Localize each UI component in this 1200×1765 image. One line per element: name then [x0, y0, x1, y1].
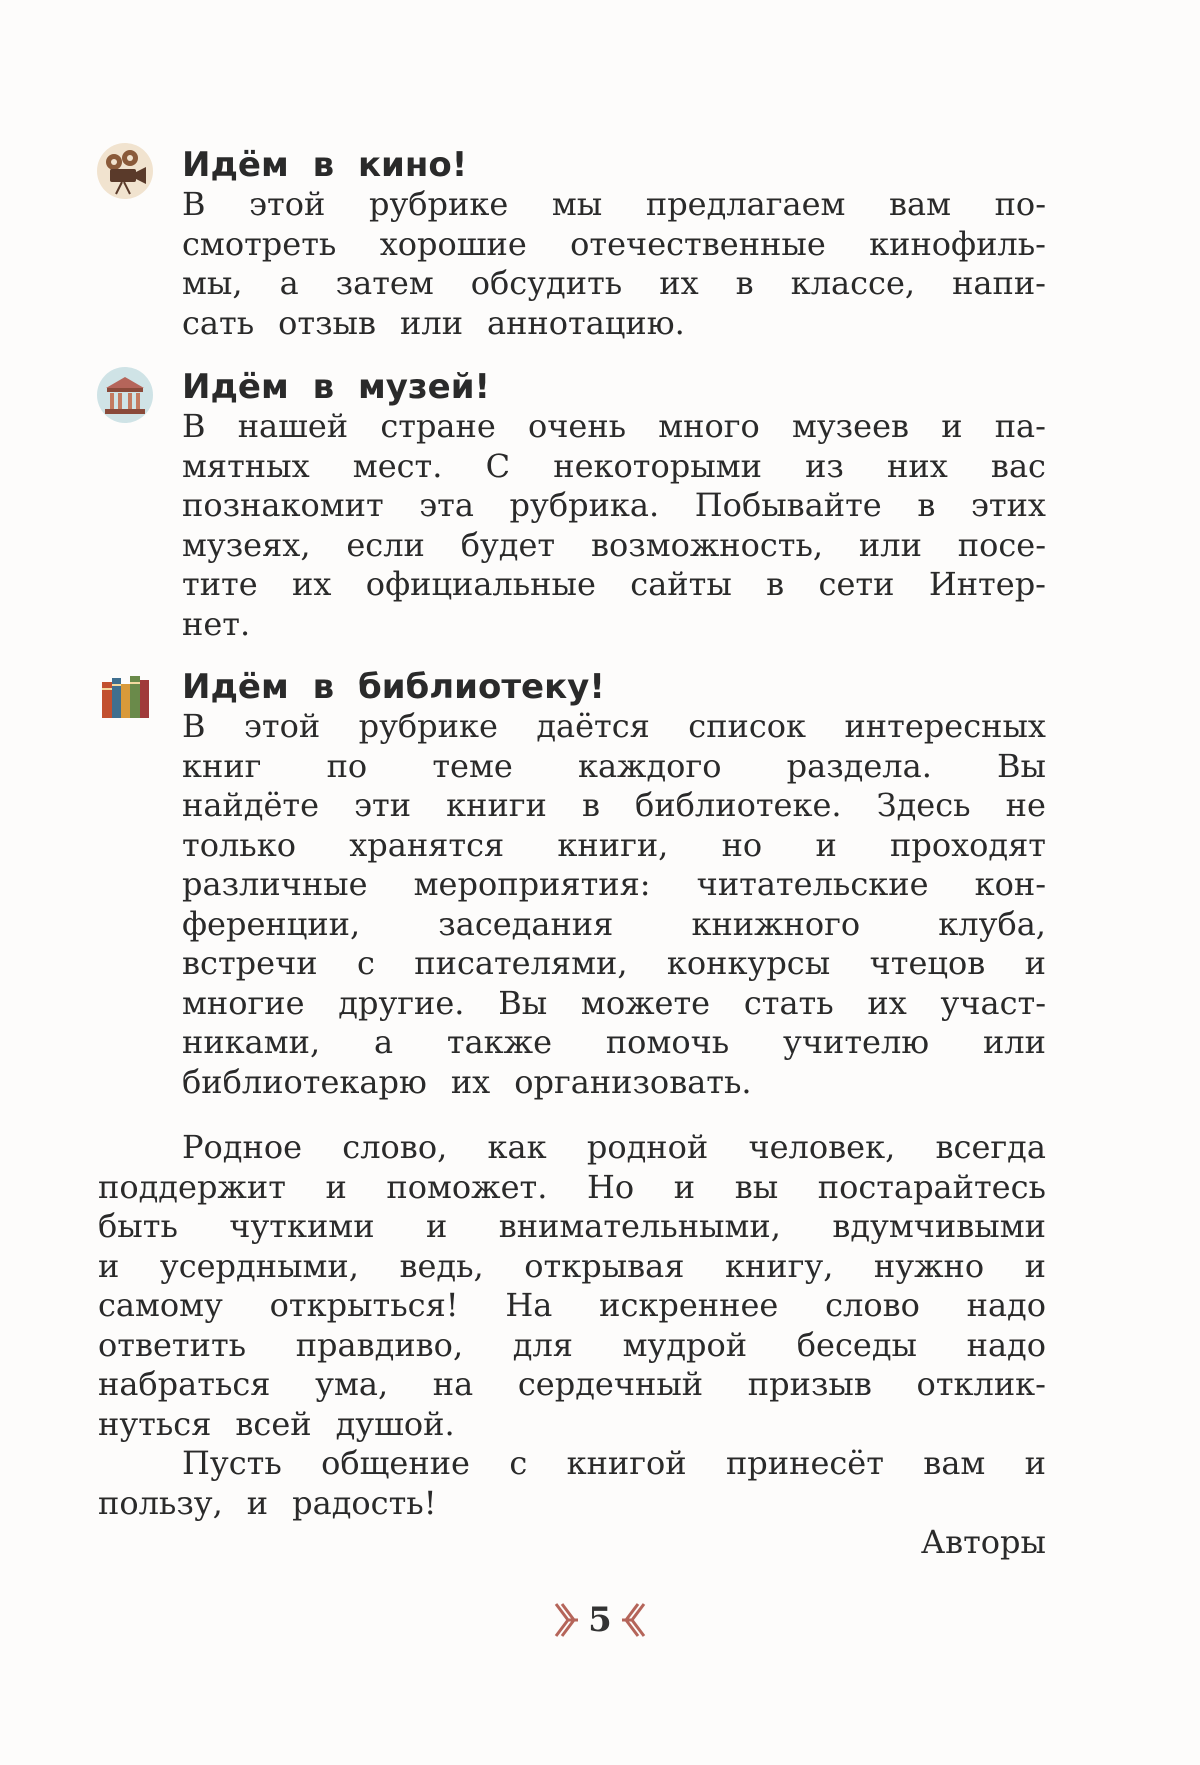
text-line: самому открыться! На искреннее слово надо: [98, 1286, 1046, 1324]
section-museum: [182, 367, 1046, 644]
text-line: ответить правдиво, для мудрой беседы надо: [98, 1325, 1046, 1364]
text-line: Пусть общение с книгой принесёт вам и: [182, 1444, 1046, 1482]
text-line: быть чуткими и внимательными, вдумчивыми: [98, 1207, 1046, 1245]
text-line: сать отзыв или аннотацию.: [182, 303, 685, 342]
text-line: смотреть хорошие отечественные кинофиль-: [182, 224, 1046, 263]
page-number-text: 5: [588, 1600, 612, 1640]
text-line: нет.: [182, 604, 251, 643]
text-line: тите их официальные сайты в сети Интер-: [182, 565, 1046, 603]
text-line: никами, а также помочь учителю или: [182, 1023, 1046, 1061]
text-line: нуться всей душой.: [98, 1404, 455, 1443]
ornament-right-icon: [620, 1600, 646, 1640]
text-line: Родное слово, как родной человек, всегда: [182, 1128, 1046, 1166]
text-line: и усердными, ведь, открывая книгу, нужно и: [98, 1246, 1046, 1285]
text-line: библиотекарю их организовать.: [182, 1062, 752, 1101]
text-line: мы, а затем обсудить их в классе, напи-: [182, 264, 1046, 302]
text-line: встречи с писателями, конкурсы чтецов и: [182, 944, 1046, 982]
text-line: музеях, если будет возможность, или посе-: [182, 525, 1046, 564]
section-title: Идём в музей!: [182, 367, 491, 407]
section-title: Идём в библиотеку!: [182, 667, 605, 707]
text-line: книг по теме каждого раздела. Вы: [182, 746, 1046, 785]
text-line: ференции, заседания книжного клуба,: [182, 904, 1046, 943]
page-number: [530, 1596, 670, 1644]
text-line: только хранятся книги, но и проходят: [182, 825, 1046, 864]
text-line: В этой рубрике мы предлагаем вам по-: [182, 185, 1046, 223]
text-line: найдёте эти книги в библиотеке. Здесь не: [182, 786, 1046, 824]
section-body: [182, 185, 1046, 343]
text-line: различные мероприятия: читательские кон-: [182, 865, 1046, 903]
text-line: познакомит эта рубрика. Побывайте в этих: [182, 486, 1046, 524]
text-line: В нашей стране очень много музеев и па-: [182, 407, 1046, 445]
section-library: [182, 667, 1046, 1102]
museum-building-icon: [96, 366, 154, 424]
section-body: [182, 407, 1046, 644]
section-title: Идём в кино!: [182, 145, 468, 185]
ornament-left-icon: [554, 1600, 580, 1640]
signature: Авторы: [920, 1523, 1046, 1561]
film-projector-icon: [96, 142, 154, 200]
text-line: пользу, и радость!: [98, 1483, 437, 1522]
section-cinema: [182, 145, 1046, 343]
text-line: поддержит и поможет. Но и вы постарайтесь: [98, 1167, 1046, 1206]
text-line: мятных мест. С некоторыми из них вас: [182, 446, 1046, 485]
text-line: многие другие. Вы можете стать их участ-: [182, 983, 1046, 1022]
books-icon: [96, 666, 154, 724]
section-body: [182, 707, 1046, 1102]
text-line: В этой рубрике даётся список интересных: [182, 707, 1046, 745]
closing-text: [98, 1128, 1046, 1563]
text-line: набраться ума, на сердечный призыв отклик-: [98, 1365, 1046, 1403]
